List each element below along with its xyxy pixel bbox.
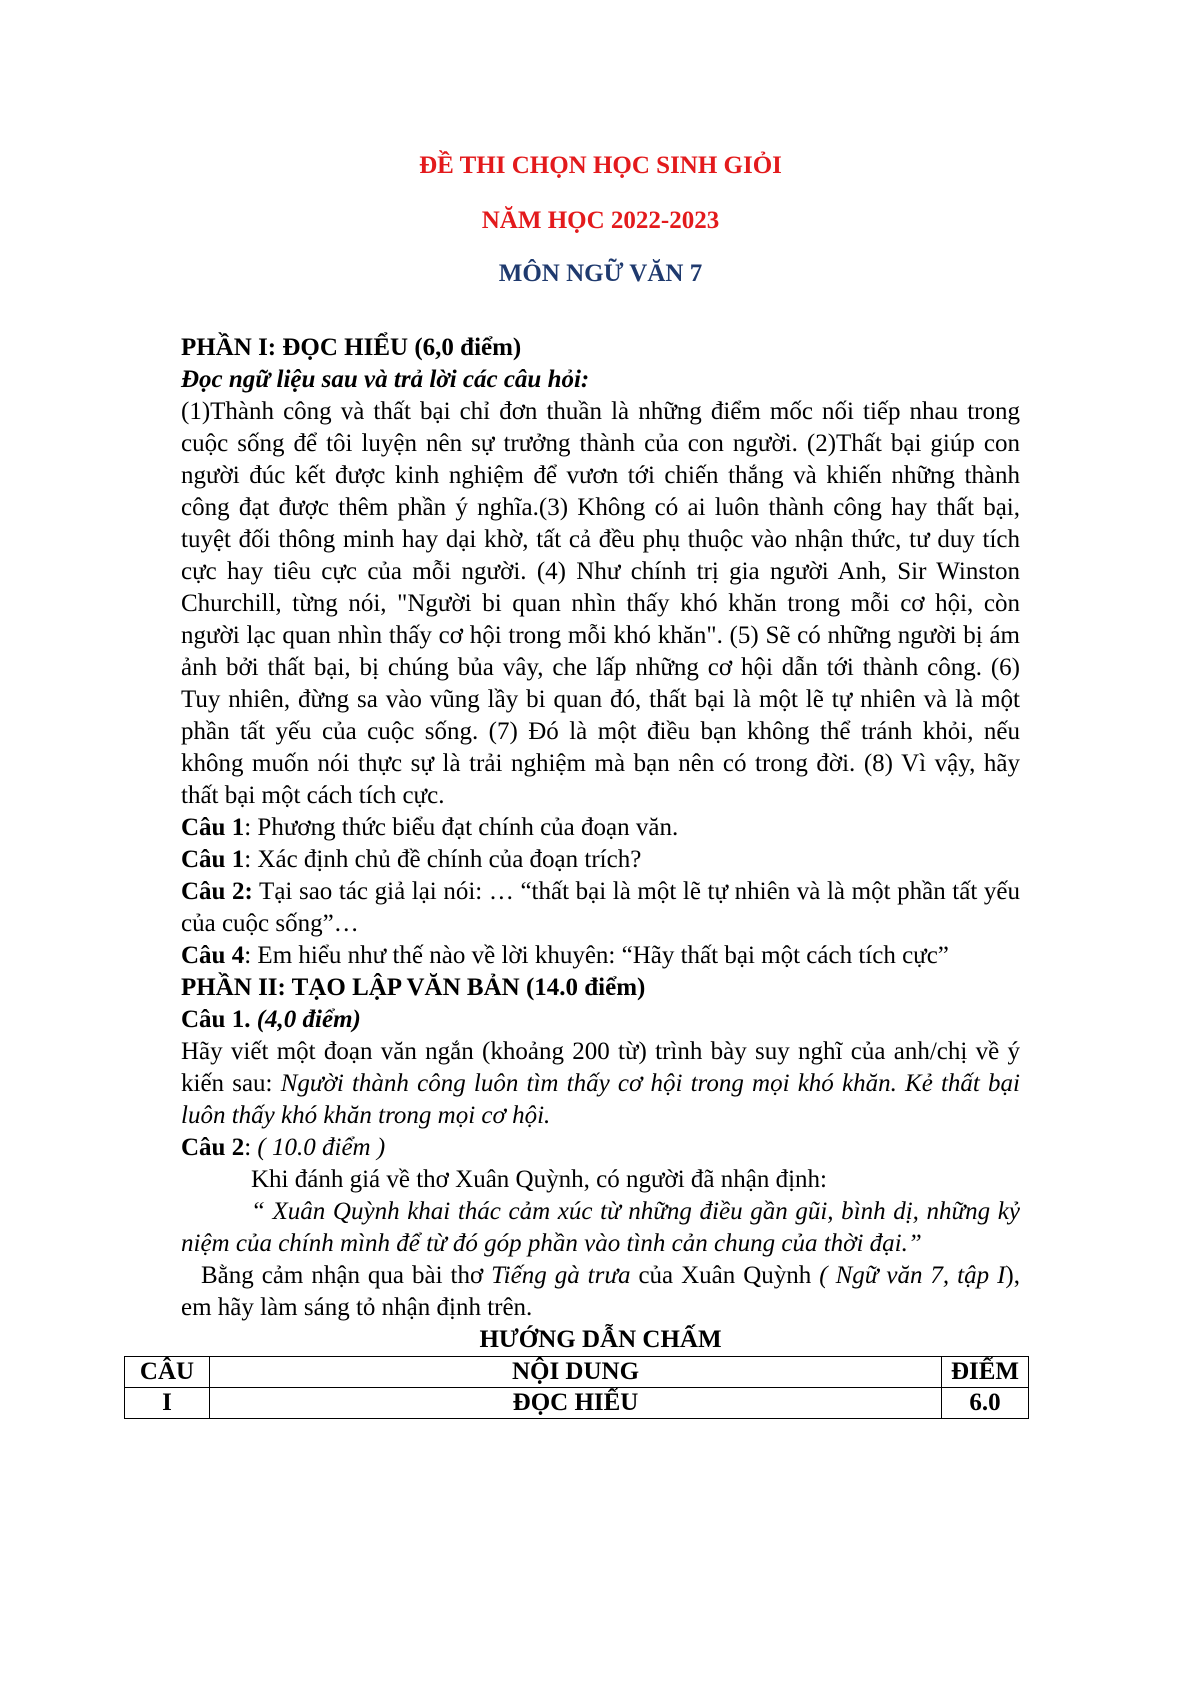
- grading-heading: HƯỚNG DẪN CHẤM: [479, 1326, 722, 1353]
- table-header-row: [125, 1357, 1029, 1388]
- reading-passage: (1)Thành công và thất bại chỉ đơn thuần là những điểm mốc nối tiếp nhau trong cuộc sống để tôi luyện nên sự trưởng thành của con người. (2)Thất bại giúp con người đúc kết được kinh nghiệm để vươn tới chiến thắng và khiến những thành công đạt được thêm phần ý nghĩa.(3) Không có ai luôn thành công hay thất bại, tuyệt đối thông minh hay dại khờ, tất cả đều phụ thuộc vào nhận thức, tư duy tích cực hay tiêu cực của mỗi người. (4) Như chính trị gia người Anh, Sir Winston Churchill, từng nói, "Người bi quan nhìn thấy khó khăn trong mỗi cơ hội, còn người lạc quan nhìn thấy cơ hội trong mỗi khó khăn". (5) Sẽ có những người bị ám ảnh bởi thất bại, bị chúng bủa vây, che lấp những cơ hội dẫn tới thành công. (6) Tuy nhiên, đừng sa vào vũng lầy bi quan đó, thất bại là một lẽ tự nhiên và là một phần tất yếu của cuộc sống. (7) Đó là một điều bạn không thể tránh khỏi, nếu không muốn nói thực sự là trải nghiệm mà bạn nên có trong đời. (8) Vì vậy, hãy thất bại một cách tích cực.: [181, 398, 1020, 809]
- table-cell: ĐỌC HIỂU: [210, 1388, 942, 1419]
- part2-q2-quote: “ Xuân Quỳnh khai thác cảm xúc từ những điều gần gũi, bình dị, những kỷ niệm của chính mình để từ đó góp phần vào tình cản chung của thời đại.”: [181, 1198, 1020, 1257]
- column-header: ĐIỂM: [942, 1357, 1029, 1388]
- part2-heading: PHẦN II: TẠO LẬP VĂN BẢN (14.0 điểm): [181, 974, 646, 1001]
- table-cell: I: [125, 1388, 210, 1419]
- question-item: Câu 2: Tại sao tác giả lại nói: … “thất bại là một lẽ tự nhiên và là một phần tất yếu của cuộc sống”…: [181, 878, 1020, 937]
- part2-q2-label: Câu 2: ( 10.0 điểm ): [181, 1134, 386, 1161]
- grading-table: [124, 1356, 1029, 1419]
- question-item: Câu 1: Xác định chủ đề chính của đoạn trích?: [181, 846, 642, 873]
- part1-heading: PHẦN I: ĐỌC HIỂU (6,0 điểm): [181, 334, 522, 361]
- part1-instruction: Đọc ngữ liệu sau và trả lời các câu hỏi:: [181, 366, 590, 393]
- part2-q1-label: Câu 1. (4,0 điểm): [181, 1006, 361, 1033]
- subject-title: MÔN NGỮ VĂN 7: [498, 260, 703, 287]
- table-row: [125, 1388, 1029, 1419]
- question-item: Câu 4: Em hiểu như thế nào về lời khuyên: “Hãy thất bại một cách tích cực”: [181, 942, 949, 969]
- part2-q2-intro: Khi đánh giá về thơ Xuân Quỳnh, có người đã nhận định:: [251, 1166, 828, 1193]
- question-item: Câu 1: Phương thức biểu đạt chính của đoạn văn.: [181, 814, 679, 841]
- exam-title: ĐỀ THI CHỌN HỌC SINH GIỎI: [419, 152, 782, 179]
- table-cell: 6.0: [942, 1388, 1029, 1419]
- column-header: CÂU: [125, 1357, 210, 1388]
- column-header: NỘI DUNG: [210, 1357, 942, 1388]
- school-year: NĂM HỌC 2022-2023: [481, 207, 720, 234]
- part2-q1-text: Hãy viết một đoạn văn ngắn (khoảng 200 từ) trình bày suy nghĩ của anh/chị về ý kiến sau: Người thành công luôn tìm thấy cơ hội trong mọi khó khăn. Kẻ thất bại luôn thấy khó khăn trong mọi cơ hội.: [181, 1038, 1020, 1129]
- part2-q2-task: Bằng cảm nhận qua bài thơ Tiếng gà trưa của Xuân Quỳnh ( Ngữ văn 7, tập I), em hãy làm sáng tỏ nhận định trên.: [181, 1262, 1020, 1321]
